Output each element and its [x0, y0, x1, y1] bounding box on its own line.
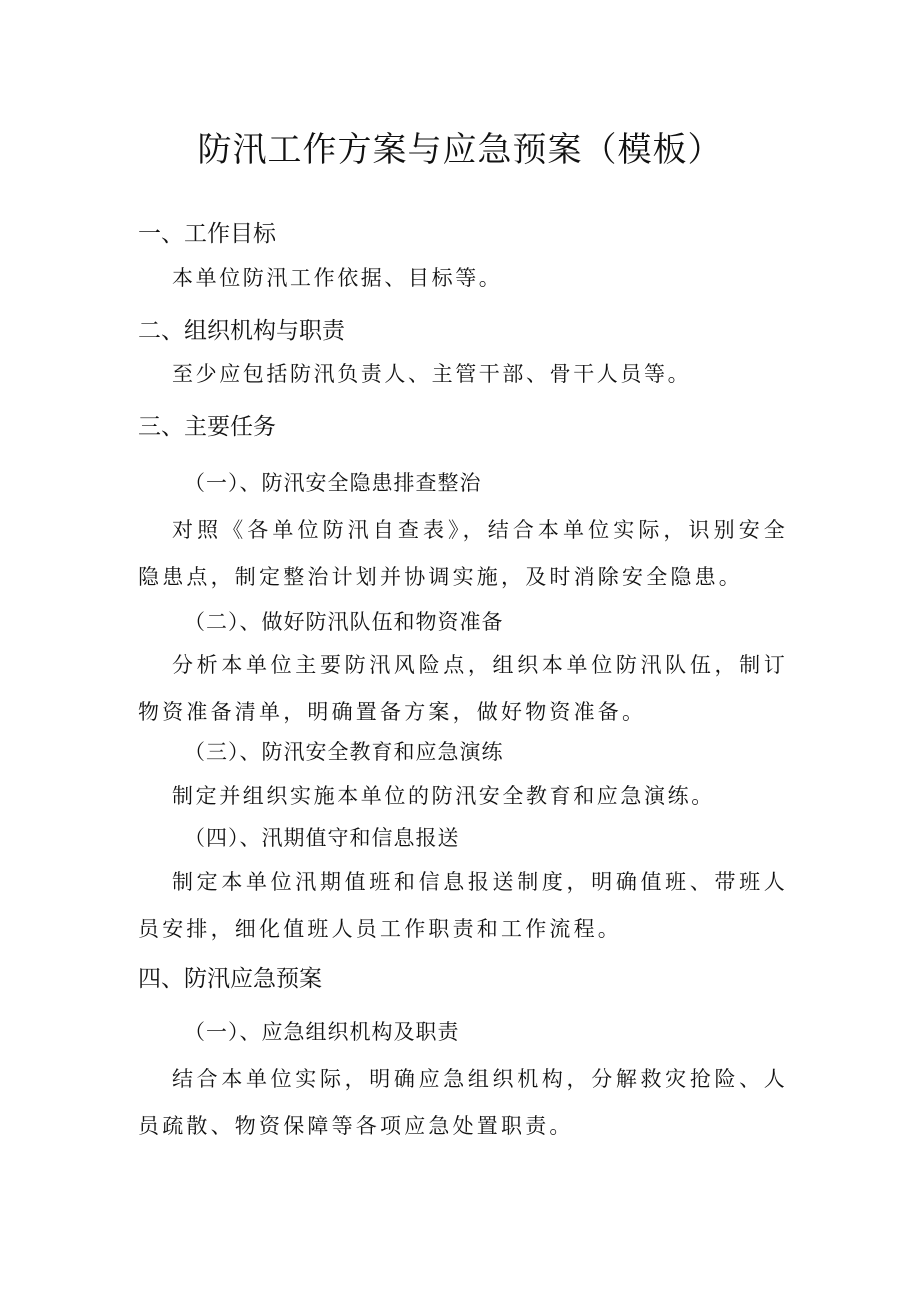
- subsection-body-education-drills: 制定并组织实施本单位的防汛安全教育和应急演练。: [172, 784, 715, 808]
- section-heading-organization: 二、组织机构与职责: [138, 318, 345, 344]
- section-body-goals: 本单位防汛工作依据、目标等。: [172, 266, 503, 290]
- subsection-body-emergency-organization: 结合本单位实际，明确应急组织机构，分解救灾抢险、人员疏散、物资保障等各项应急处置职责。: [138, 1067, 788, 1138]
- document-title: 防汛工作方案与应急预案（模板）: [197, 130, 723, 170]
- subsection-heading-education-drills: （三）、防汛安全教育和应急演练: [184, 740, 504, 764]
- subsection-heading-duty-reporting: （四）、汛期值守和信息报送: [184, 826, 460, 850]
- section-heading-emergency-plan: 四、防汛应急预案: [138, 966, 322, 992]
- subsection-heading-emergency-organization: （一）、应急组织机构及职责: [184, 1020, 460, 1044]
- subsection-heading-hazard-inspection: （一）、防汛安全隐患排查整治: [184, 471, 482, 495]
- subsection-body-hazard-inspection: 对照《各单位防汛自查表》，结合本单位实际，识别安全隐患点，制定整治计划并协调实施，及时消除安全隐患。: [138, 518, 788, 589]
- section-body-organization: 至少应包括防汛负责人、主管干部、骨干人员等。: [172, 362, 692, 386]
- subsection-body-team-supplies: 分析本单位主要防汛风险点，组织本单位防汛队伍，制订物资准备清单，明确置备方案，做好物资准备。: [138, 653, 788, 724]
- section-heading-goals: 一、工作目标: [138, 221, 276, 247]
- subsection-body-duty-reporting: 制定本单位汛期值班和信息报送制度，明确值班、带班人员安排，细化值班人员工作职责和工作流程。: [138, 870, 788, 941]
- section-heading-main-tasks: 三、主要任务: [138, 414, 276, 440]
- subsection-heading-team-supplies: （二）、做好防汛队伍和物资准备: [184, 610, 504, 634]
